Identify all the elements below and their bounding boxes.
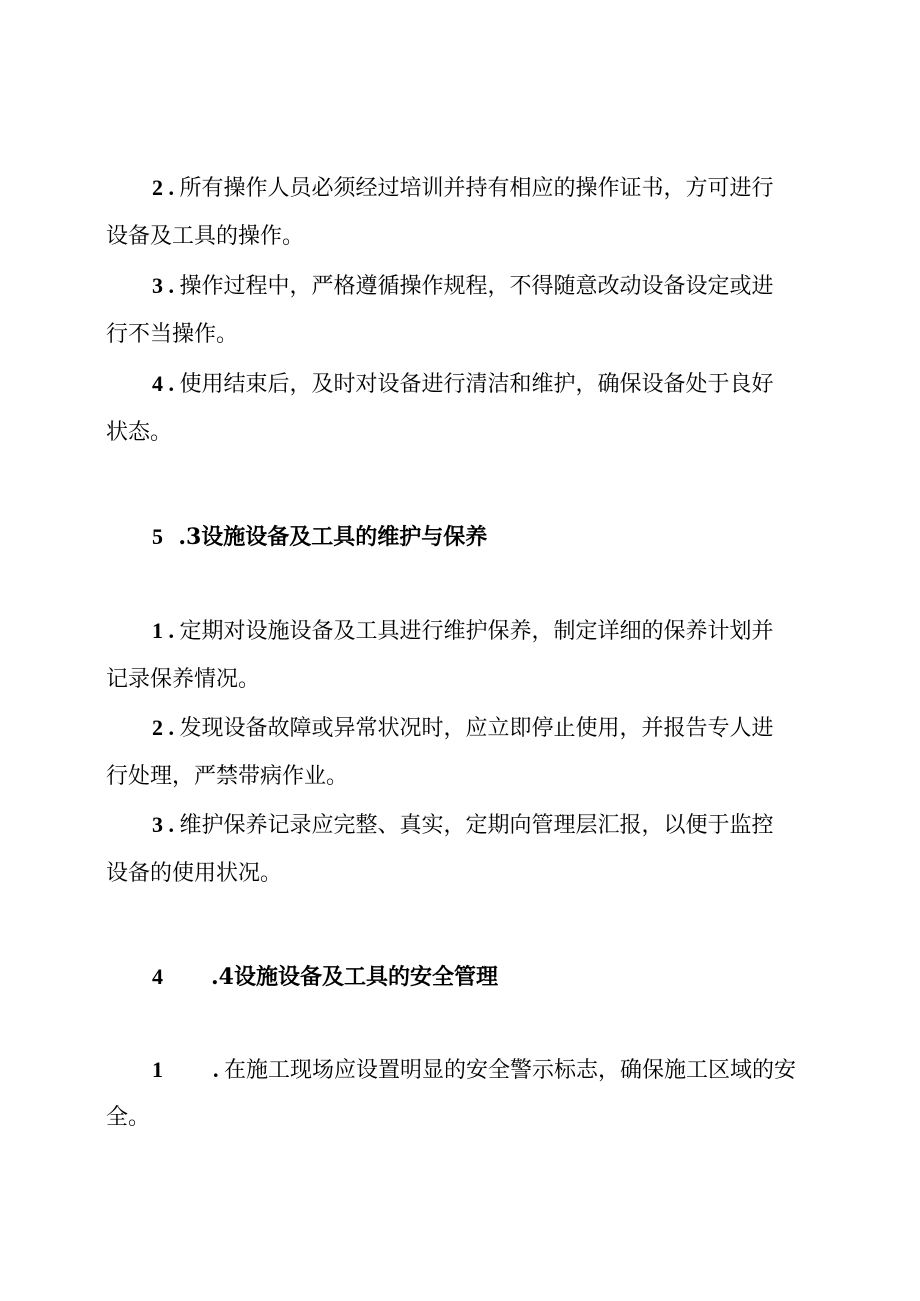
heading-number: 5 bbox=[152, 524, 163, 549]
item-number: 2 bbox=[152, 175, 163, 200]
list-item-1-line1 bbox=[152, 1055, 796, 1086]
section-heading-5-4 bbox=[152, 962, 498, 992]
item-text: 在施工现场应设置明显的安全警示标志，确保施工区域的安 bbox=[224, 1058, 797, 1083]
list-item-4-line2: 状态。 bbox=[106, 420, 173, 445]
list-item-3-line2: 行不当操作。 bbox=[106, 322, 239, 347]
heading-number: 4 bbox=[152, 964, 163, 989]
list-item-3-line1 bbox=[152, 810, 774, 841]
item-separator: . bbox=[163, 812, 180, 837]
list-item-2-line2: 行处理，严禁带病作业。 bbox=[106, 764, 349, 789]
item-number: 3 bbox=[152, 273, 163, 298]
item-text: 发现设备故障或异常状况时，应立即停止使用，并报告专人进 bbox=[179, 716, 774, 741]
item-separator: . bbox=[163, 618, 180, 643]
list-item-4-line1 bbox=[152, 369, 774, 400]
item-separator: . bbox=[163, 371, 180, 396]
section-heading-5-3 bbox=[152, 522, 487, 552]
list-item-2-line1 bbox=[152, 713, 774, 744]
item-separator: . bbox=[213, 1057, 224, 1082]
item-separator: . bbox=[163, 175, 180, 200]
list-item-2-line1 bbox=[152, 173, 774, 204]
list-item-1-line1 bbox=[152, 616, 774, 647]
list-item-3-line1 bbox=[152, 271, 774, 302]
item-number: 2 bbox=[152, 715, 163, 740]
list-item-3-line2: 设备的使用状况。 bbox=[106, 861, 283, 886]
list-item-1-line2: 全。 bbox=[106, 1105, 151, 1130]
heading-gap bbox=[163, 524, 178, 550]
item-text: 所有操作人员必须经过培训并持有相应的操作证书，方可进行 bbox=[179, 176, 774, 201]
item-separator: . bbox=[163, 273, 180, 298]
heading-text: .3设施设备及工具的维护与保养 bbox=[178, 524, 488, 550]
item-number: 4 bbox=[152, 371, 163, 396]
list-item-2-line2: 设备及工具的操作。 bbox=[106, 224, 305, 249]
item-number: 1 bbox=[152, 1057, 163, 1082]
item-text: 维护保养记录应完整、真实，定期向管理层汇报，以便于监控 bbox=[179, 813, 774, 838]
item-number: 1 bbox=[152, 618, 163, 643]
item-text: 使用结束后，及时对设备进行清洁和维护，确保设备处于良好 bbox=[179, 372, 774, 397]
item-separator: . bbox=[163, 715, 180, 740]
item-number: 3 bbox=[152, 812, 163, 837]
item-text: 操作过程中，严格遵循操作规程，不得随意改动设备设定或进 bbox=[179, 274, 774, 299]
list-item-1-line2: 记录保养情况。 bbox=[106, 667, 261, 692]
heading-text: .4设施设备及工具的安全管理 bbox=[211, 964, 498, 990]
item-text: 定期对设施设备及工具进行维护保养，制定详细的保养计划并 bbox=[179, 619, 774, 644]
